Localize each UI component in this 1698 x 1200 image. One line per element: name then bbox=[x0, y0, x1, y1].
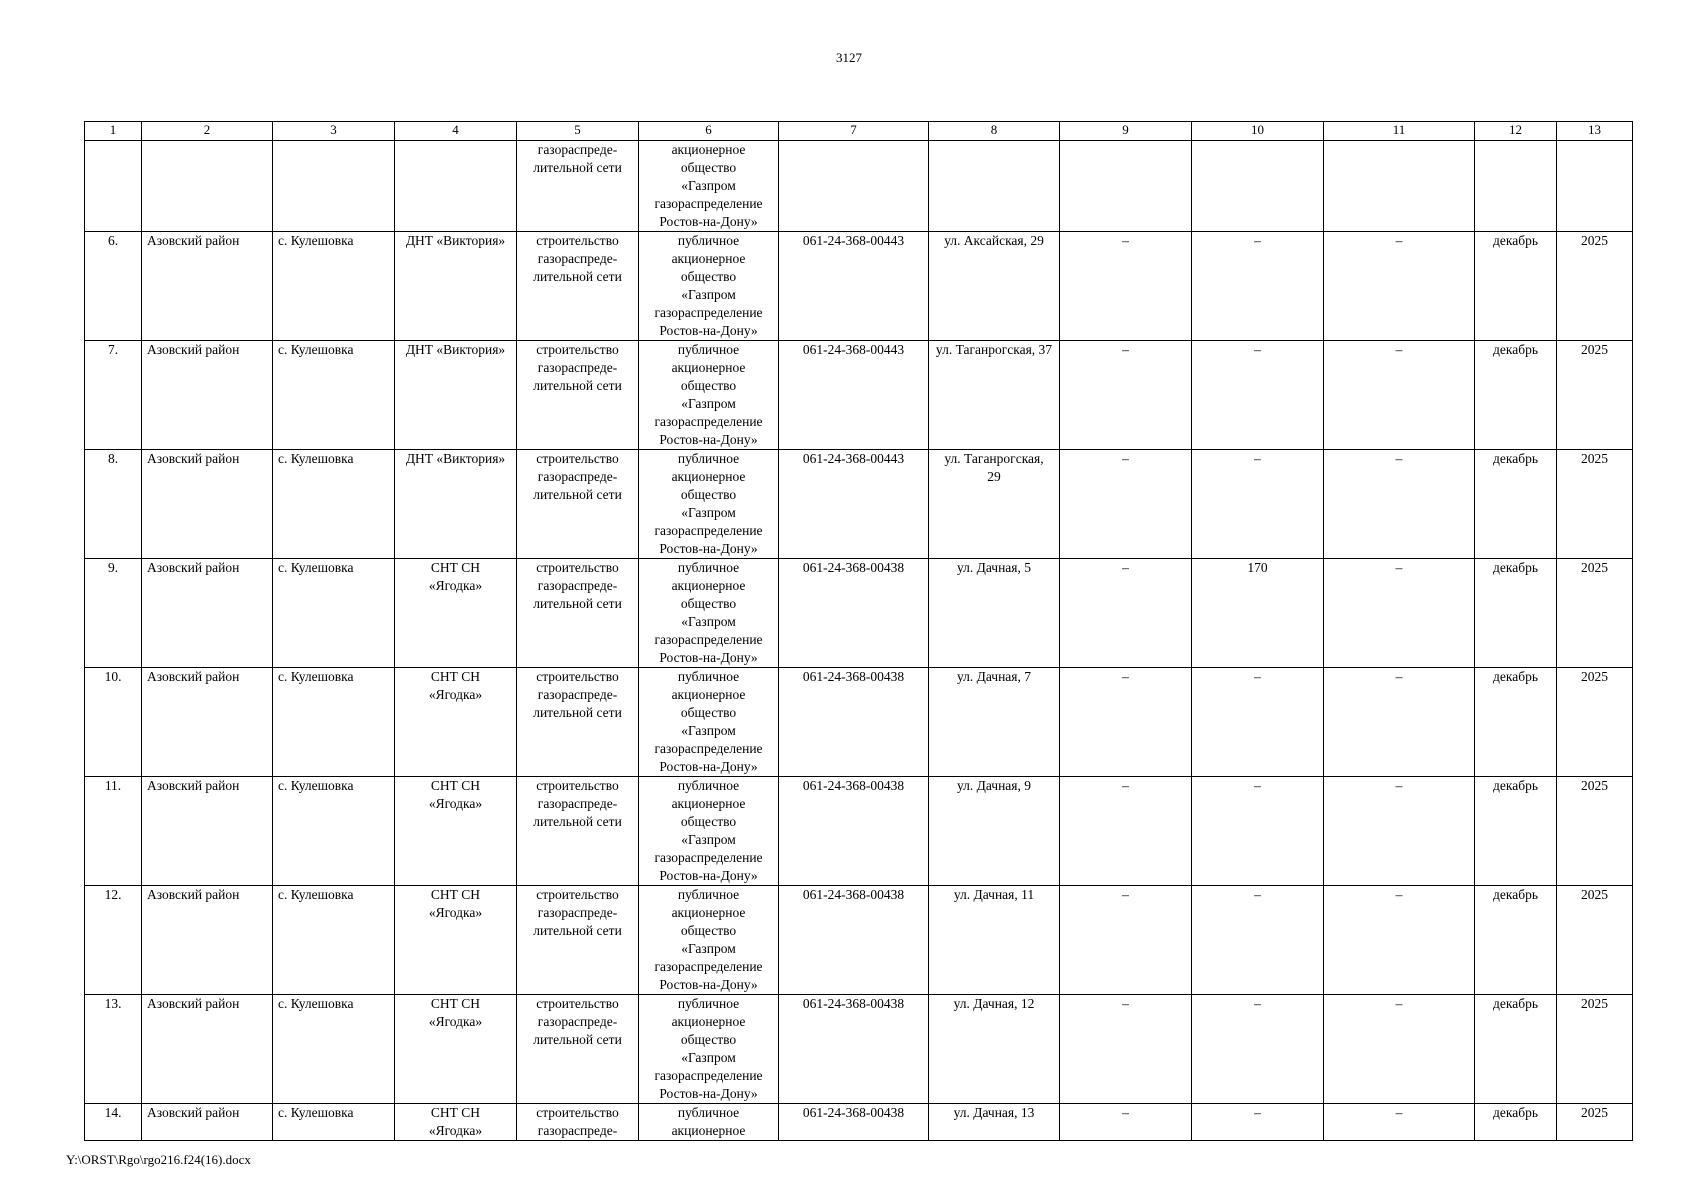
cell-month bbox=[1475, 559, 1557, 668]
cell-district bbox=[142, 450, 273, 559]
cell-registry-code-text: 061-24-368-00443 bbox=[802, 451, 905, 466]
cell-address-text: ул. Дачная, 9 bbox=[956, 778, 1032, 793]
cell-month-text: декабрь bbox=[1493, 996, 1538, 1011]
cell-address-text: ул. Аксайская, 29 bbox=[944, 233, 1044, 248]
cell-col-10-text: – bbox=[1254, 1105, 1261, 1120]
cell-district bbox=[142, 668, 273, 777]
cell-address-text: ул. Дачная, 12 bbox=[953, 996, 1035, 1011]
cell-settlement bbox=[273, 668, 395, 777]
cell-district-text: Азовский район bbox=[147, 1105, 240, 1120]
table-row bbox=[85, 1104, 1633, 1141]
cell-address-text: ул. Таганрогская, 37 bbox=[935, 342, 1053, 357]
cell-organization bbox=[639, 559, 779, 668]
cell-col-11-text: – bbox=[1395, 342, 1403, 357]
cell-empty bbox=[779, 141, 929, 232]
cell-organization bbox=[639, 232, 779, 341]
cell-col-9 bbox=[1060, 1104, 1192, 1141]
cell-address bbox=[929, 232, 1060, 341]
cell-month bbox=[1475, 232, 1557, 341]
cell-empty bbox=[1324, 141, 1475, 232]
cell-object-text: СНТ СН «Ягодка» bbox=[428, 560, 483, 593]
cell-year bbox=[1557, 450, 1633, 559]
cell-work-type bbox=[517, 341, 639, 450]
cell-registry-code bbox=[779, 668, 929, 777]
cell-col-10 bbox=[1192, 995, 1324, 1104]
cell-col-10 bbox=[1192, 1104, 1324, 1141]
cell-empty bbox=[1475, 141, 1557, 232]
cell-address-text: ул. Дачная, 11 bbox=[953, 887, 1035, 902]
cell-col-9-text: – bbox=[1122, 669, 1129, 684]
cell-district-text: Азовский район bbox=[147, 342, 240, 357]
cell-address bbox=[929, 995, 1060, 1104]
cell-col-11-text: – bbox=[1395, 1105, 1403, 1120]
cell-year-text: 2025 bbox=[1581, 560, 1608, 575]
cell-row-number bbox=[85, 777, 142, 886]
cell-work-type-text: строительство газораспреде- bbox=[536, 1105, 619, 1138]
cell-organization bbox=[639, 450, 779, 559]
table-row bbox=[85, 777, 1633, 886]
cell-col-10-text: – bbox=[1254, 778, 1261, 793]
cell-col-10-text: – bbox=[1254, 451, 1261, 466]
table-row bbox=[85, 341, 1633, 450]
cell-row-number bbox=[85, 995, 142, 1104]
cell-empty bbox=[929, 141, 1060, 232]
cell-col-9-text: – bbox=[1122, 451, 1129, 466]
cell-district bbox=[142, 1104, 273, 1141]
cell-address-text: ул. Дачная, 13 bbox=[953, 1105, 1035, 1120]
cell-settlement-text: с. Кулешовка bbox=[278, 560, 354, 575]
footer-file-path: Y:\ORST\Rgo\rgo216.f24(16).docx bbox=[66, 1152, 251, 1167]
cell-work-type bbox=[517, 668, 639, 777]
cell-month-text: декабрь bbox=[1493, 669, 1538, 684]
cell-year-text: 2025 bbox=[1581, 233, 1608, 248]
cell-registry-code-text: 061-24-368-00438 bbox=[802, 778, 905, 793]
cell-col-10-text: – bbox=[1254, 342, 1261, 357]
cell-col-9 bbox=[1060, 995, 1192, 1104]
cell-row-number bbox=[85, 1104, 142, 1141]
cell-col-9-text: – bbox=[1122, 560, 1129, 575]
cell-object bbox=[395, 232, 517, 341]
cell-registry-code-text: 061-24-368-00443 bbox=[802, 233, 905, 248]
cell-settlement-text: с. Кулешовка bbox=[278, 451, 354, 466]
column-header: 2 bbox=[142, 122, 273, 141]
cell-work-type-text: строительство газораспреде- лительной сети bbox=[533, 669, 622, 720]
cell-row-number-text: 12. bbox=[104, 887, 122, 902]
cell-year bbox=[1557, 886, 1633, 995]
cell-empty bbox=[1192, 141, 1324, 232]
column-header: 8 bbox=[929, 122, 1060, 141]
cell-organization bbox=[639, 141, 779, 232]
cell-registry-code bbox=[779, 232, 929, 341]
cell-col-9-text: – bbox=[1122, 996, 1129, 1011]
cell-work-type-text: строительство газораспреде- лительной сети bbox=[533, 233, 622, 284]
cell-organization-text: публичное акционерное общество «Газпром газораспределение Ростов-на-Дону» bbox=[654, 778, 763, 883]
cell-row-number bbox=[85, 232, 142, 341]
cell-year-text: 2025 bbox=[1581, 342, 1608, 357]
cell-col-10 bbox=[1192, 450, 1324, 559]
cell-col-11 bbox=[1324, 450, 1475, 559]
cell-settlement bbox=[273, 777, 395, 886]
cell-empty bbox=[1060, 141, 1192, 232]
table-row bbox=[85, 886, 1633, 995]
cell-month-text: декабрь bbox=[1493, 1105, 1538, 1120]
column-header: 1 bbox=[85, 122, 142, 141]
cell-organization-text: публичное акционерное общество «Газпром газораспределение Ростов-на-Дону» bbox=[654, 451, 763, 556]
column-header: 12 bbox=[1475, 122, 1557, 141]
cell-address-text: ул. Дачная, 7 bbox=[956, 669, 1032, 684]
cell-organization bbox=[639, 668, 779, 777]
cell-row-number bbox=[85, 886, 142, 995]
cell-work-type-text: строительство газораспреде- лительной сети bbox=[533, 342, 622, 393]
cell-col-10 bbox=[1192, 777, 1324, 886]
cell-settlement-text: с. Кулешовка bbox=[278, 1105, 354, 1120]
continuation-row bbox=[85, 141, 1633, 232]
cell-month-text: декабрь bbox=[1493, 342, 1538, 357]
cell-object-text: СНТ СН «Ягодка» bbox=[428, 887, 483, 920]
cell-empty bbox=[85, 141, 142, 232]
cell-settlement-text: с. Кулешовка bbox=[278, 233, 354, 248]
cell-year-text: 2025 bbox=[1581, 996, 1608, 1011]
cell-work-type-text: строительство газораспреде- лительной сети bbox=[533, 778, 622, 829]
cell-col-9-text: – bbox=[1122, 342, 1129, 357]
cell-row-number-text: 14. bbox=[104, 1105, 122, 1120]
cell-address-text: ул. Дачная, 5 bbox=[956, 560, 1032, 575]
column-header: 13 bbox=[1557, 122, 1633, 141]
cell-year-text: 2025 bbox=[1581, 669, 1608, 684]
cell-col-10 bbox=[1192, 668, 1324, 777]
cell-empty bbox=[1557, 141, 1633, 232]
cell-address bbox=[929, 1104, 1060, 1141]
cell-row-number bbox=[85, 341, 142, 450]
document-table bbox=[84, 121, 1633, 1141]
cell-registry-code bbox=[779, 341, 929, 450]
cell-col-11-text: – bbox=[1395, 233, 1403, 248]
cell-col-9 bbox=[1060, 777, 1192, 886]
column-header: 6 bbox=[639, 122, 779, 141]
cell-work-type-text: строительство газораспреде- лительной сети bbox=[533, 887, 622, 938]
cell-year bbox=[1557, 232, 1633, 341]
cell-year bbox=[1557, 668, 1633, 777]
cell-col-11-text: – bbox=[1395, 560, 1403, 575]
cell-registry-code bbox=[779, 450, 929, 559]
cell-organization bbox=[639, 886, 779, 995]
cell-year-text: 2025 bbox=[1581, 778, 1608, 793]
cell-row-number-text: 8. bbox=[107, 451, 119, 466]
cell-col-11 bbox=[1324, 886, 1475, 995]
cell-col-11-text: – bbox=[1395, 451, 1403, 466]
cell-col-10-text: – bbox=[1254, 669, 1261, 684]
cell-object-text: ДНТ «Виктория» bbox=[405, 342, 506, 357]
cell-registry-code bbox=[779, 777, 929, 886]
cell-col-9 bbox=[1060, 341, 1192, 450]
cell-settlement bbox=[273, 232, 395, 341]
cell-settlement-text: с. Кулешовка bbox=[278, 778, 354, 793]
cell-year bbox=[1557, 559, 1633, 668]
cell-year-text: 2025 bbox=[1581, 887, 1608, 902]
cell-col-11-text: – bbox=[1395, 887, 1403, 902]
cell-registry-code-text: 061-24-368-00438 bbox=[802, 669, 905, 684]
cell-month bbox=[1475, 668, 1557, 777]
cell-col-11 bbox=[1324, 232, 1475, 341]
cell-object-text: СНТ СН «Ягодка» bbox=[428, 1105, 483, 1138]
column-header: 9 bbox=[1060, 122, 1192, 141]
cell-work-type bbox=[517, 450, 639, 559]
cell-organization bbox=[639, 777, 779, 886]
cell-col-9 bbox=[1060, 668, 1192, 777]
cell-address bbox=[929, 341, 1060, 450]
cell-district bbox=[142, 341, 273, 450]
column-header: 4 bbox=[395, 122, 517, 141]
cell-settlement-text: с. Кулешовка bbox=[278, 669, 354, 684]
cell-col-10 bbox=[1192, 341, 1324, 450]
cell-object-text: СНТ СН «Ягодка» bbox=[428, 778, 483, 811]
cell-registry-code bbox=[779, 1104, 929, 1141]
cell-col-11 bbox=[1324, 559, 1475, 668]
cell-settlement bbox=[273, 1104, 395, 1141]
cell-work-type-text: строительство газораспреде- лительной сети bbox=[533, 996, 622, 1047]
cell-settlement bbox=[273, 341, 395, 450]
cell-col-10 bbox=[1192, 559, 1324, 668]
cell-registry-code-text: 061-24-368-00438 bbox=[802, 560, 905, 575]
column-header: 5 bbox=[517, 122, 639, 141]
organization-text: акционерное общество «Газпром газораспределение Ростов-на-Дону» bbox=[654, 142, 763, 229]
cell-organization-text: публичное акционерное общество «Газпром газораспределение Ростов-на-Дону» bbox=[654, 996, 763, 1101]
table-row bbox=[85, 995, 1633, 1104]
cell-object bbox=[395, 559, 517, 668]
cell-work-type bbox=[517, 141, 639, 232]
cell-district-text: Азовский район bbox=[147, 996, 240, 1011]
cell-col-11-text: – bbox=[1395, 996, 1403, 1011]
cell-month bbox=[1475, 777, 1557, 886]
cell-district bbox=[142, 232, 273, 341]
cell-work-type bbox=[517, 777, 639, 886]
cell-empty bbox=[142, 141, 273, 232]
cell-settlement bbox=[273, 559, 395, 668]
cell-object-text: СНТ СН «Ягодка» bbox=[428, 669, 483, 702]
cell-year bbox=[1557, 777, 1633, 886]
cell-col-9-text: – bbox=[1122, 778, 1129, 793]
cell-district bbox=[142, 886, 273, 995]
cell-row-number bbox=[85, 668, 142, 777]
cell-district bbox=[142, 559, 273, 668]
cell-settlement bbox=[273, 450, 395, 559]
cell-object bbox=[395, 341, 517, 450]
cell-row-number-text: 10. bbox=[104, 669, 122, 684]
cell-col-10-text: – bbox=[1254, 887, 1261, 902]
cell-empty bbox=[395, 141, 517, 232]
cell-col-11 bbox=[1324, 341, 1475, 450]
cell-col-9-text: – bbox=[1122, 887, 1129, 902]
cell-year bbox=[1557, 995, 1633, 1104]
cell-work-type bbox=[517, 559, 639, 668]
cell-organization-text: публичное акционерное общество «Газпром газораспределение Ростов-на-Дону» bbox=[654, 669, 763, 774]
cell-month-text: декабрь bbox=[1493, 451, 1538, 466]
cell-col-11 bbox=[1324, 668, 1475, 777]
cell-year-text: 2025 bbox=[1581, 1105, 1608, 1120]
cell-col-10 bbox=[1192, 886, 1324, 995]
cell-object-text: СНТ СН «Ягодка» bbox=[428, 996, 483, 1029]
cell-col-10 bbox=[1192, 232, 1324, 341]
cell-row-number-text: 9. bbox=[107, 560, 119, 575]
cell-month-text: декабрь bbox=[1493, 233, 1538, 248]
cell-col-11-text: – bbox=[1395, 669, 1403, 684]
cell-object bbox=[395, 995, 517, 1104]
cell-object-text: ДНТ «Виктория» bbox=[405, 451, 506, 466]
cell-col-9 bbox=[1060, 886, 1192, 995]
column-header: 11 bbox=[1324, 122, 1475, 141]
cell-work-type bbox=[517, 1104, 639, 1141]
cell-col-9 bbox=[1060, 232, 1192, 341]
page-number: 3127 bbox=[836, 50, 862, 65]
cell-settlement-text: с. Кулешовка bbox=[278, 342, 354, 357]
cell-district bbox=[142, 777, 273, 886]
cell-address bbox=[929, 777, 1060, 886]
cell-object bbox=[395, 886, 517, 995]
cell-row-number-text: 13. bbox=[104, 996, 122, 1011]
cell-work-type bbox=[517, 995, 639, 1104]
cell-col-9-text: – bbox=[1122, 1105, 1129, 1120]
cell-organization bbox=[639, 995, 779, 1104]
cell-district-text: Азовский район bbox=[147, 778, 240, 793]
cell-work-type-text: строительство газораспреде- лительной сети bbox=[533, 451, 622, 502]
column-number-row bbox=[85, 122, 1633, 141]
cell-organization-text: публичное акционерное общество «Газпром газораспределение Ростов-на-Дону» bbox=[654, 560, 763, 665]
cell-district-text: Азовский район bbox=[147, 669, 240, 684]
cell-object bbox=[395, 450, 517, 559]
cell-registry-code bbox=[779, 559, 929, 668]
cell-row-number bbox=[85, 559, 142, 668]
cell-month-text: декабрь bbox=[1493, 887, 1538, 902]
cell-district-text: Азовский район bbox=[147, 451, 240, 466]
cell-month bbox=[1475, 995, 1557, 1104]
cell-col-9 bbox=[1060, 450, 1192, 559]
cell-settlement bbox=[273, 995, 395, 1104]
cell-col-10-text: – bbox=[1254, 233, 1261, 248]
cell-col-11 bbox=[1324, 777, 1475, 886]
cell-registry-code-text: 061-24-368-00443 bbox=[802, 342, 905, 357]
cell-row-number bbox=[85, 450, 142, 559]
cell-col-10-text: – bbox=[1254, 996, 1261, 1011]
cell-year bbox=[1557, 1104, 1633, 1141]
cell-object bbox=[395, 668, 517, 777]
cell-address bbox=[929, 450, 1060, 559]
column-header: 10 bbox=[1192, 122, 1324, 141]
cell-settlement bbox=[273, 886, 395, 995]
cell-month-text: декабрь bbox=[1493, 560, 1538, 575]
cell-organization bbox=[639, 1104, 779, 1141]
cell-row-number-text: 7. bbox=[107, 342, 119, 357]
cell-registry-code bbox=[779, 886, 929, 995]
cell-organization-text: публичное акционерное общество «Газпром газораспределение Ростов-на-Дону» bbox=[654, 233, 763, 338]
cell-settlement-text: с. Кулешовка bbox=[278, 996, 354, 1011]
table-row bbox=[85, 232, 1633, 341]
cell-district-text: Азовский район bbox=[147, 560, 240, 575]
work-type-text: газораспреде- лительной сети bbox=[533, 142, 622, 175]
cell-registry-code-text: 061-24-368-00438 bbox=[802, 996, 905, 1011]
cell-work-type bbox=[517, 886, 639, 995]
cell-month bbox=[1475, 886, 1557, 995]
cell-object-text: ДНТ «Виктория» bbox=[405, 233, 506, 248]
cell-month-text: декабрь bbox=[1493, 778, 1538, 793]
cell-address bbox=[929, 886, 1060, 995]
cell-work-type-text: строительство газораспреде- лительной сети bbox=[533, 560, 622, 611]
cell-object bbox=[395, 777, 517, 886]
cell-col-9-text: – bbox=[1122, 233, 1129, 248]
cell-month bbox=[1475, 1104, 1557, 1141]
cell-district-text: Азовский район bbox=[147, 233, 240, 248]
cell-month bbox=[1475, 450, 1557, 559]
column-header: 3 bbox=[273, 122, 395, 141]
cell-year-text: 2025 bbox=[1581, 451, 1608, 466]
column-header: 7 bbox=[779, 122, 929, 141]
cell-col-11 bbox=[1324, 1104, 1475, 1141]
cell-col-10-text: 170 bbox=[1247, 560, 1268, 575]
cell-organization-text: публичное акционерное общество «Газпром газораспределение Ростов-на-Дону» bbox=[654, 342, 763, 447]
table-row bbox=[85, 668, 1633, 777]
cell-registry-code-text: 061-24-368-00438 bbox=[802, 1105, 905, 1120]
cell-col-11-text: – bbox=[1395, 778, 1403, 793]
cell-organization bbox=[639, 341, 779, 450]
cell-year bbox=[1557, 341, 1633, 450]
cell-row-number-text: 6. bbox=[107, 233, 119, 248]
cell-registry-code-text: 061-24-368-00438 bbox=[802, 887, 905, 902]
cell-address bbox=[929, 668, 1060, 777]
cell-address bbox=[929, 559, 1060, 668]
cell-address-text: ул. Таганрогская, 29 bbox=[944, 451, 1044, 484]
cell-col-11 bbox=[1324, 995, 1475, 1104]
cell-district bbox=[142, 995, 273, 1104]
cell-col-9 bbox=[1060, 559, 1192, 668]
cell-organization-text: публичное акционерное bbox=[671, 1105, 746, 1138]
cell-row-number-text: 11. bbox=[104, 778, 122, 793]
cell-organization-text: публичное акционерное общество «Газпром газораспределение Ростов-на-Дону» bbox=[654, 887, 763, 992]
cell-empty bbox=[273, 141, 395, 232]
cell-district-text: Азовский район bbox=[147, 887, 240, 902]
cell-settlement-text: с. Кулешовка bbox=[278, 887, 354, 902]
cell-registry-code bbox=[779, 995, 929, 1104]
cell-work-type bbox=[517, 232, 639, 341]
cell-month bbox=[1475, 341, 1557, 450]
cell-object bbox=[395, 1104, 517, 1141]
table-row bbox=[85, 559, 1633, 668]
table-row bbox=[85, 450, 1633, 559]
